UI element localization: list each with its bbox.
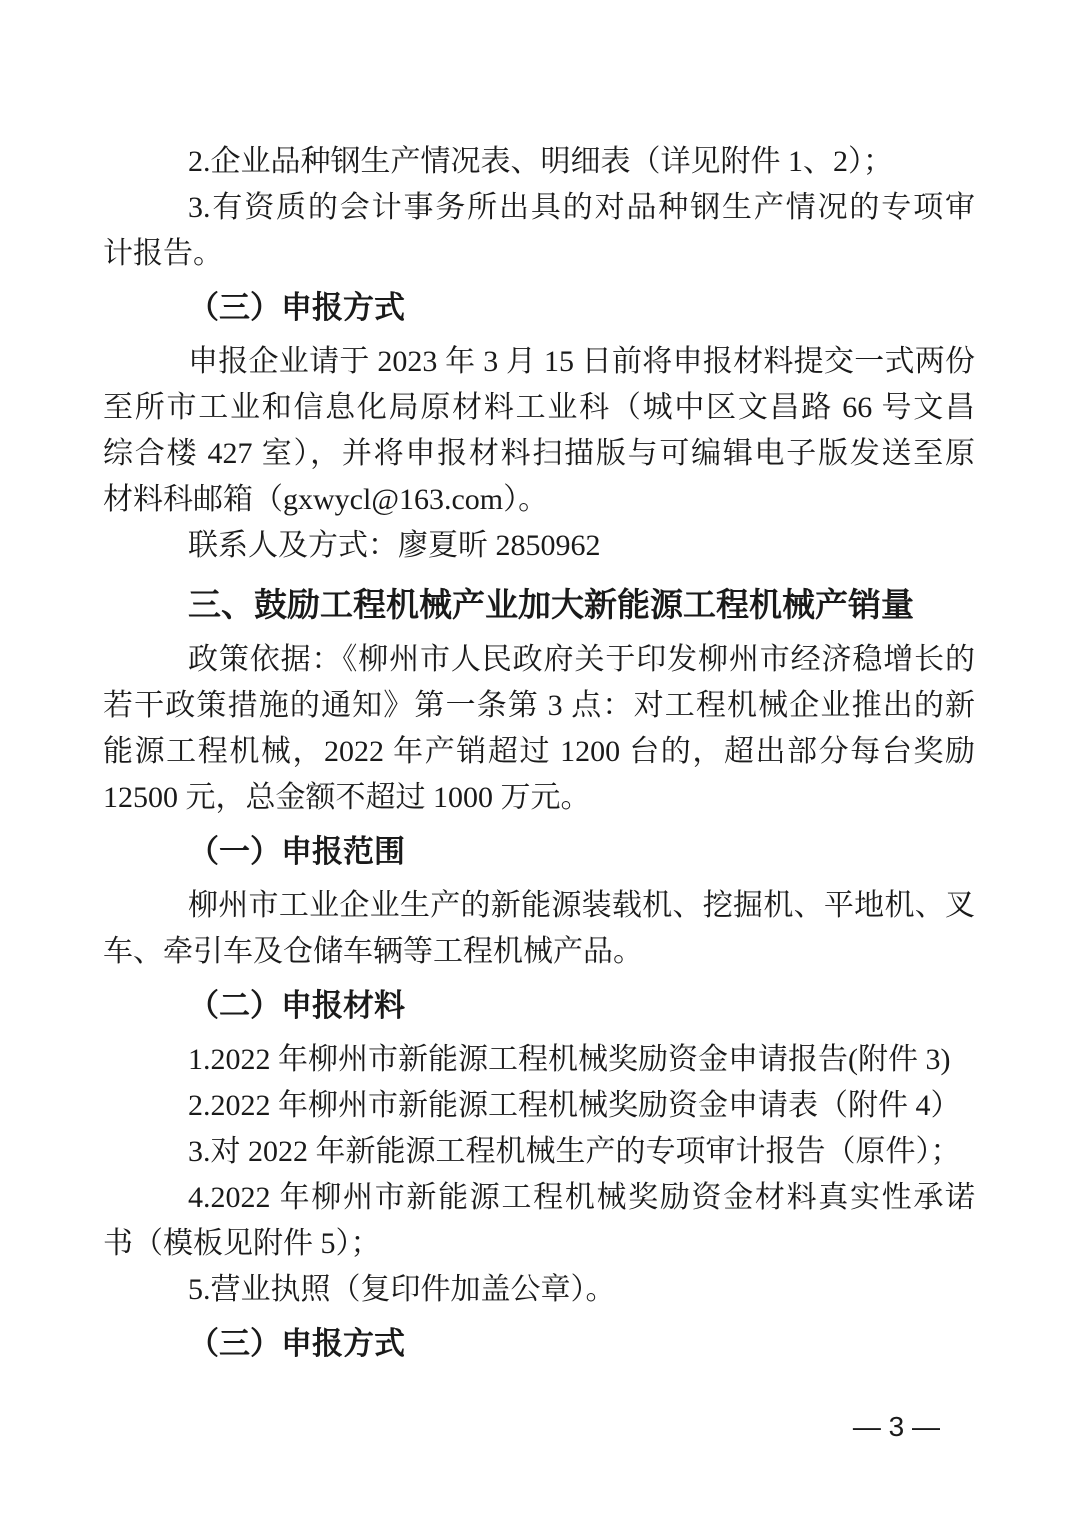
contact-info-line: 联系人及方式：廖夏昕 2850962 bbox=[188, 529, 601, 562]
paragraph-submission-line4: 材料科邮箱（gxwycl@163.com）。 bbox=[103, 483, 549, 516]
paragraph-scope-line1: 柳州市工业企业生产的新能源装载机、挖掘机、平地机、叉 bbox=[188, 889, 975, 922]
paragraph-policy-basis-line4: 12500 元，总金额不超过 1000 万元。 bbox=[103, 781, 591, 814]
paragraph-submission-line1: 申报企业请于 2023 年 3 月 15 日前将申报材料提交一式两份 bbox=[188, 345, 975, 378]
page-number: — 3 — bbox=[852, 1411, 940, 1442]
subsection-heading-application-method: （三）申报方式 bbox=[188, 290, 405, 325]
paragraph-scope-line2: 车、牵引车及仓储车辆等工程机械产品。 bbox=[103, 935, 643, 968]
list-item-material-4-line1: 4.2022 年柳州市新能源工程机械奖励资金材料真实性承诺 bbox=[188, 1181, 975, 1214]
paragraph-policy-basis-line3: 能源工程机械，2022 年产销超过 1200 台的，超出部分每台奖励 bbox=[103, 735, 975, 768]
list-item-materials-3-line1: 3.有资质的会计事务所出具的对品种钢生产情况的专项审 bbox=[188, 191, 975, 224]
paragraph-submission-line2: 至所市工业和信息化局原材料工业科（城中区文昌路 66 号文昌 bbox=[103, 391, 975, 424]
list-item-materials-3-line2: 计报告。 bbox=[103, 237, 223, 270]
list-item-material-1: 1.2022 年柳州市新能源工程机械奖励资金申请报告(附件 3) bbox=[188, 1043, 951, 1076]
paragraph-policy-basis-line2: 若干政策措施的通知》第一条第 3 点：对工程机械企业推出的新 bbox=[103, 689, 975, 722]
document-body bbox=[103, 139, 975, 1375]
list-item-material-3: 3.对 2022 年新能源工程机械生产的专项审计报告（原件）； bbox=[188, 1135, 961, 1168]
list-item-materials-2: 2.企业品种钢生产情况表、明细表（详见附件 1、2）； bbox=[188, 145, 893, 178]
list-item-material-2: 2.2022 年柳州市新能源工程机械奖励资金申请表（附件 4） bbox=[188, 1089, 961, 1122]
list-item-material-5: 5.营业执照（复印件加盖公章）。 bbox=[188, 1273, 616, 1306]
subsection-heading-application-scope: （一）申报范围 bbox=[188, 834, 405, 869]
subsection-heading-application-materials: （二）申报材料 bbox=[188, 988, 405, 1023]
subsection-heading-application-method-2: （三）申报方式 bbox=[188, 1326, 405, 1361]
section-heading-machinery-incentive: 三、鼓励工程机械产业加大新能源工程机械产销量 bbox=[188, 586, 914, 623]
list-item-material-4-line2: 书（模板见附件 5）； bbox=[103, 1227, 381, 1260]
paragraph-policy-basis-line1: 政策依据：《柳州市人民政府关于印发柳州市经济稳增长的 bbox=[188, 643, 975, 676]
paragraph-submission-line3: 综合楼 427 室），并将申报材料扫描版与可编辑电子版发送至原 bbox=[103, 437, 975, 470]
